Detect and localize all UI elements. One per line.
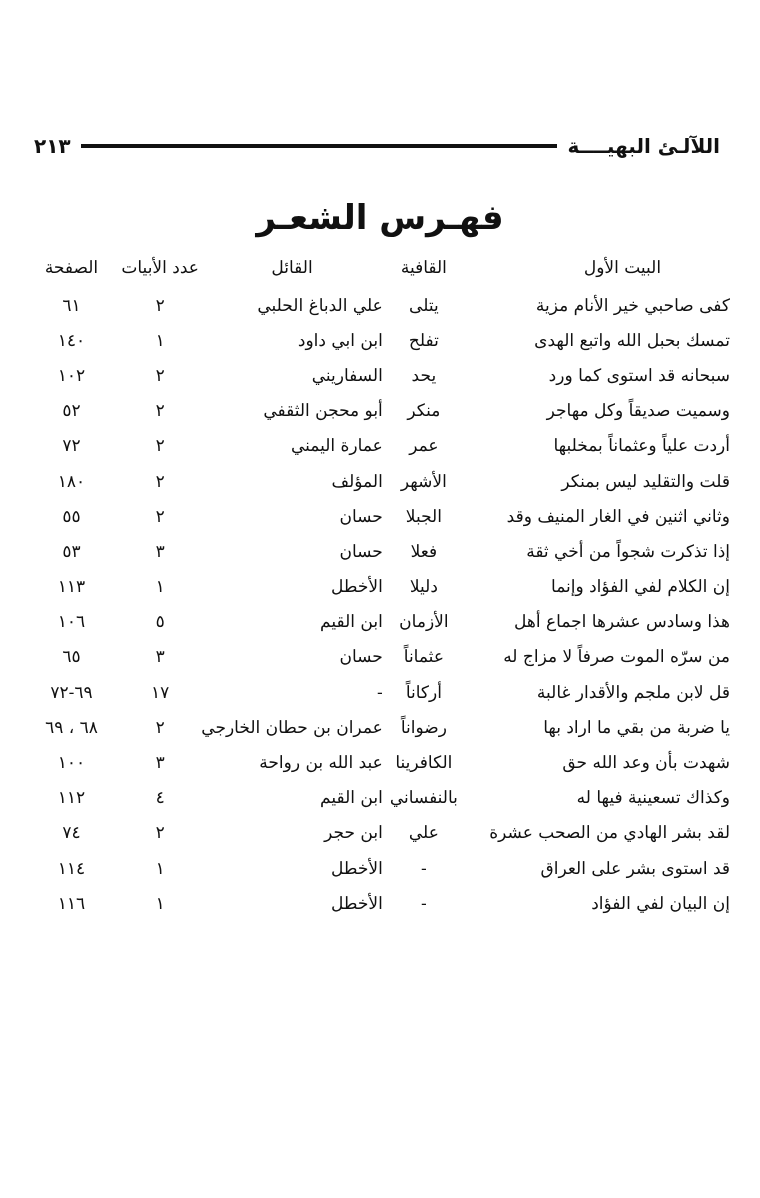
table-header-row <box>24 250 730 288</box>
cell-verse: قد استوى بشر على العراق <box>540 858 730 879</box>
cell-verse: إن البيان لفي الفؤاد <box>591 893 730 914</box>
cell-rhyme: منكر <box>407 401 441 422</box>
cell-rhyme: يتلى <box>409 295 439 316</box>
cell-rhyme: الأشهر <box>400 471 447 492</box>
cell-page: ١٠٦ <box>57 612 86 633</box>
cell-poet: ابن القيم <box>320 612 383 633</box>
cell-poet: الأخطل <box>331 893 383 914</box>
cell-count: ٢ <box>155 365 165 386</box>
cell-page: ١٠٠ <box>57 753 86 774</box>
cell-count: ٣ <box>155 753 165 774</box>
table-row <box>24 816 730 851</box>
cell-page: ٦٥ <box>62 647 81 668</box>
cell-count: ٢ <box>155 717 165 738</box>
table-row <box>24 781 730 816</box>
cell-count: ١ <box>155 893 165 914</box>
cell-rhyme: عثماناً <box>403 647 444 668</box>
cell-page: ٥٣ <box>62 541 81 562</box>
cell-verse: تمسك بحبل الله واتبع الهدى <box>534 330 730 351</box>
cell-page: ٦٩-٧٢ <box>50 682 93 703</box>
cell-verse: وثاني اثنين في الغار المنيف وقد <box>506 506 730 527</box>
cell-poet: حسان <box>339 647 383 668</box>
table-row <box>24 394 730 429</box>
cell-rhyme: الكافرينا <box>395 753 453 774</box>
cell-rhyme: علي <box>408 823 439 844</box>
cell-page: ١١٢ <box>57 788 86 809</box>
cell-poet: المؤلف <box>331 471 383 492</box>
cell-rhyme: دليلا <box>409 577 438 598</box>
cell-count: ٢ <box>155 823 165 844</box>
cell-verse: قل لابن ملجم والأقدار غالبة <box>536 682 730 703</box>
table-row <box>24 499 730 534</box>
cell-count: ٢ <box>155 295 165 316</box>
cell-poet: عبد الله بن رواحة <box>259 753 383 774</box>
cell-verse: يا ضربة من بقي ما اراد بها <box>543 717 730 738</box>
cell-count: ١ <box>155 858 165 879</box>
table-row <box>24 886 730 921</box>
cell-rhyme: يحد <box>411 365 437 386</box>
cell-poet: حسان <box>339 541 383 562</box>
cell-page: ١١٣ <box>57 577 86 598</box>
cell-page: ١٨٠ <box>57 471 86 492</box>
cell-page: ١١٦ <box>57 893 86 914</box>
cell-verse: لقد بشر الهادي من الصحب عشرة <box>489 823 730 844</box>
poetry-index-table <box>24 250 730 921</box>
cell-rhyme: - <box>421 858 427 879</box>
cell-count: ٢ <box>155 401 165 422</box>
cell-verse: هذا وسادس عشرها اجماع أهل <box>514 612 730 633</box>
cell-rhyme: - <box>421 893 427 914</box>
table-row <box>24 323 730 358</box>
cell-poet: السفاريني <box>311 365 383 386</box>
table-row <box>24 640 730 675</box>
cell-count: ٣ <box>155 647 165 668</box>
cell-rhyme: فعلا <box>410 541 438 562</box>
cell-count: ١ <box>155 577 165 598</box>
cell-page: ٥٢ <box>62 401 81 422</box>
cell-page: ١١٤ <box>57 858 86 879</box>
table-row <box>24 745 730 780</box>
cell-poet: الأخطل <box>331 858 383 879</box>
table-row <box>24 429 730 464</box>
cell-poet: حسان <box>339 506 383 527</box>
cell-verse: من سرّه الموت صرفاً لا مزاج له <box>503 647 730 668</box>
table-row <box>24 675 730 710</box>
cell-poet: الأخطل <box>331 577 383 598</box>
cell-verse: أردت علياً وعثماناً بمخلبها <box>553 436 730 457</box>
cell-page: ٧٢ <box>62 436 81 457</box>
cell-verse: سبحانه قد استوى كما ورد <box>548 365 730 386</box>
cell-count: ٢ <box>155 506 165 527</box>
cell-poet: ابن ابي داود <box>297 330 383 351</box>
table-row <box>24 358 730 393</box>
cell-rhyme: الأزمان <box>399 612 449 633</box>
header-rule <box>81 144 558 148</box>
cell-poet: ابن حجر <box>324 823 383 844</box>
cell-count: ١٧ <box>151 682 170 703</box>
table-row <box>24 534 730 569</box>
cell-verse: وكذاك تسعينية فيها له <box>576 788 730 809</box>
column-header-page: الصفحة <box>44 258 99 278</box>
cell-count: ٢ <box>155 436 165 457</box>
cell-rhyme: الجبلا <box>405 506 442 527</box>
page-number: ٢١٣ <box>34 134 71 158</box>
column-header-verse: البيت الأول <box>583 258 662 278</box>
cell-rhyme: بالنفساني <box>389 788 458 809</box>
cell-page: ٦١ <box>62 295 81 316</box>
column-header-rhyme: القافية <box>400 258 447 278</box>
cell-verse: قلت والتقليد ليس بمنكر <box>561 471 730 492</box>
cell-poet: علي الدباغ الحلبي <box>257 295 383 316</box>
column-header-count: عدد الأبيات <box>121 258 199 278</box>
cell-verse: وسميت صديقاً وكل مهاجر <box>546 401 730 422</box>
cell-rhyme: أركاناً <box>405 682 442 703</box>
cell-poet: عمارة اليمني <box>290 436 383 457</box>
running-header <box>34 126 720 166</box>
cell-page: ٦٨ ، ٦٩ <box>45 717 98 738</box>
cell-count: ٥ <box>155 612 165 633</box>
cell-poet: - <box>377 682 383 703</box>
table-body <box>24 288 730 921</box>
cell-count: ٣ <box>155 541 165 562</box>
cell-count: ١ <box>155 330 165 351</box>
table-row <box>24 710 730 745</box>
cell-page: ٥٥ <box>62 506 81 527</box>
running-title: اللآلـئ البهيــــة <box>567 134 720 158</box>
column-header-poet: القائل <box>271 258 313 278</box>
cell-verse: كفى صاحبي خير الأنام مزية <box>535 295 730 316</box>
cell-poet: ابن القيم <box>320 788 383 809</box>
cell-verse: إذا تذكرت شجواً من أخي ثقة <box>526 541 730 562</box>
cell-count: ٤ <box>155 788 165 809</box>
table-row <box>24 605 730 640</box>
cell-page: ٧٤ <box>62 823 81 844</box>
cell-page: ١٠٢ <box>57 365 86 386</box>
table-row <box>24 570 730 605</box>
page-title: فهـرس الشعـر <box>256 198 504 238</box>
cell-poet: عمران بن حطان الخارجي <box>201 717 383 738</box>
cell-rhyme: عمر <box>409 436 439 457</box>
table-row <box>24 851 730 886</box>
table-row <box>24 288 730 323</box>
table-row <box>24 464 730 499</box>
cell-page: ١٤٠ <box>57 330 86 351</box>
cell-verse: إن الكلام لفي الفؤاد وإنما <box>551 577 730 598</box>
cell-poet: أبو محجن الثقفي <box>263 401 383 422</box>
cell-verse: شهدت بأن وعد الله حق <box>562 753 730 774</box>
cell-rhyme: رضواناً <box>400 717 447 738</box>
cell-rhyme: تفلح <box>408 330 439 351</box>
cell-count: ٢ <box>155 471 165 492</box>
